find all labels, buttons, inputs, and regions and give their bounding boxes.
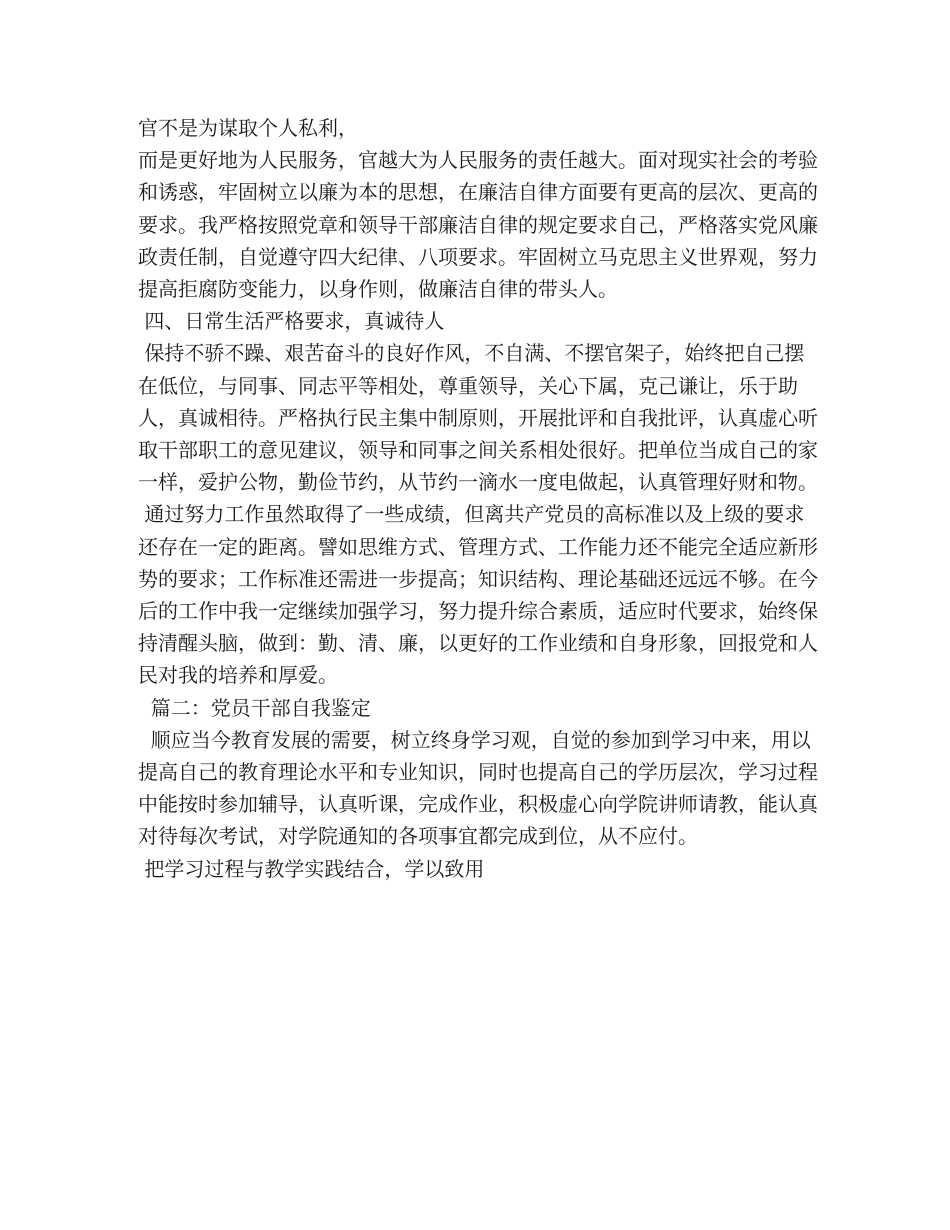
paragraph-4: 通过努力工作虽然取得了一些成绩，但离共产党员的高标准以及上级的要求还存在一定的距离。譬如思维方式、管理方式、工作能力还不能完全适应新形势的要求；工作标准还需进一步提高；知识结构、理论基础还远远不够。在今后的工作中我一定继续加强学习，努力提升综合素质，适应时代要求，始终保持清醒头脑，做到：勤、清、廉，以更好的工作业绩和自身形象，回报党和人民对我的培养和厚爱。 bbox=[138, 502, 818, 688]
article-heading-2: 篇二：党员干部自我鉴定 bbox=[138, 695, 371, 720]
paragraph-3: 保持不骄不躁、艰苦奋斗的良好作风，不自满、不摆官架子，始终把自己摆在低位，与同事、同志平等相处，尊重领导，关心下属，克己谦让，乐于助人，真诚相待。严格执行民主集中制原则，开展批评和自我批评，认真虚心听取干部职工的意见建议，领导和同事之间关系相处很好。把单位当成自己的家一样，爱护公物，勤俭节约，从节约一滴水一度电做起，认真管理好财和物。 bbox=[138, 341, 818, 495]
document-body bbox=[138, 112, 818, 885]
paragraph-2: 而是更好地为人民服务，官越大为人民服务的责任越大。面对现实社会的考验和诱惑，牢固树立以廉为本的思想，在廉洁自律方面要有更高的层次、更高的要求。我严格按照党章和领导干部廉洁自律的规定要求自己，严格落实党风廉政责任制，自觉遵守四大纪律、八项要求。牢固树立马克思主义世界观，努力提高拒腐防变能力，以身作则，做廉洁自律的带头人。 bbox=[138, 148, 818, 302]
paragraph-5: 顺应当今教育发展的需要，树立终身学习观，自觉的参加到学习中来，用以提高自己的教育理论水平和专业知识，同时也提高自己的学历层次，学习过程中能按时参加辅导，认真听课，完成作业，积极虚心向学院讲师请教，能认真对待每次考试，对学院通知的各项事宜都完成到位，从不应付。 bbox=[138, 727, 818, 849]
paragraph-1: 官不是为谋取个人私利， bbox=[138, 116, 358, 140]
paragraph-6: 把学习过程与教学实践结合，学以致用 bbox=[138, 856, 485, 881]
section-heading-4: 四、日常生活严格要求，真诚待人 bbox=[138, 309, 445, 334]
